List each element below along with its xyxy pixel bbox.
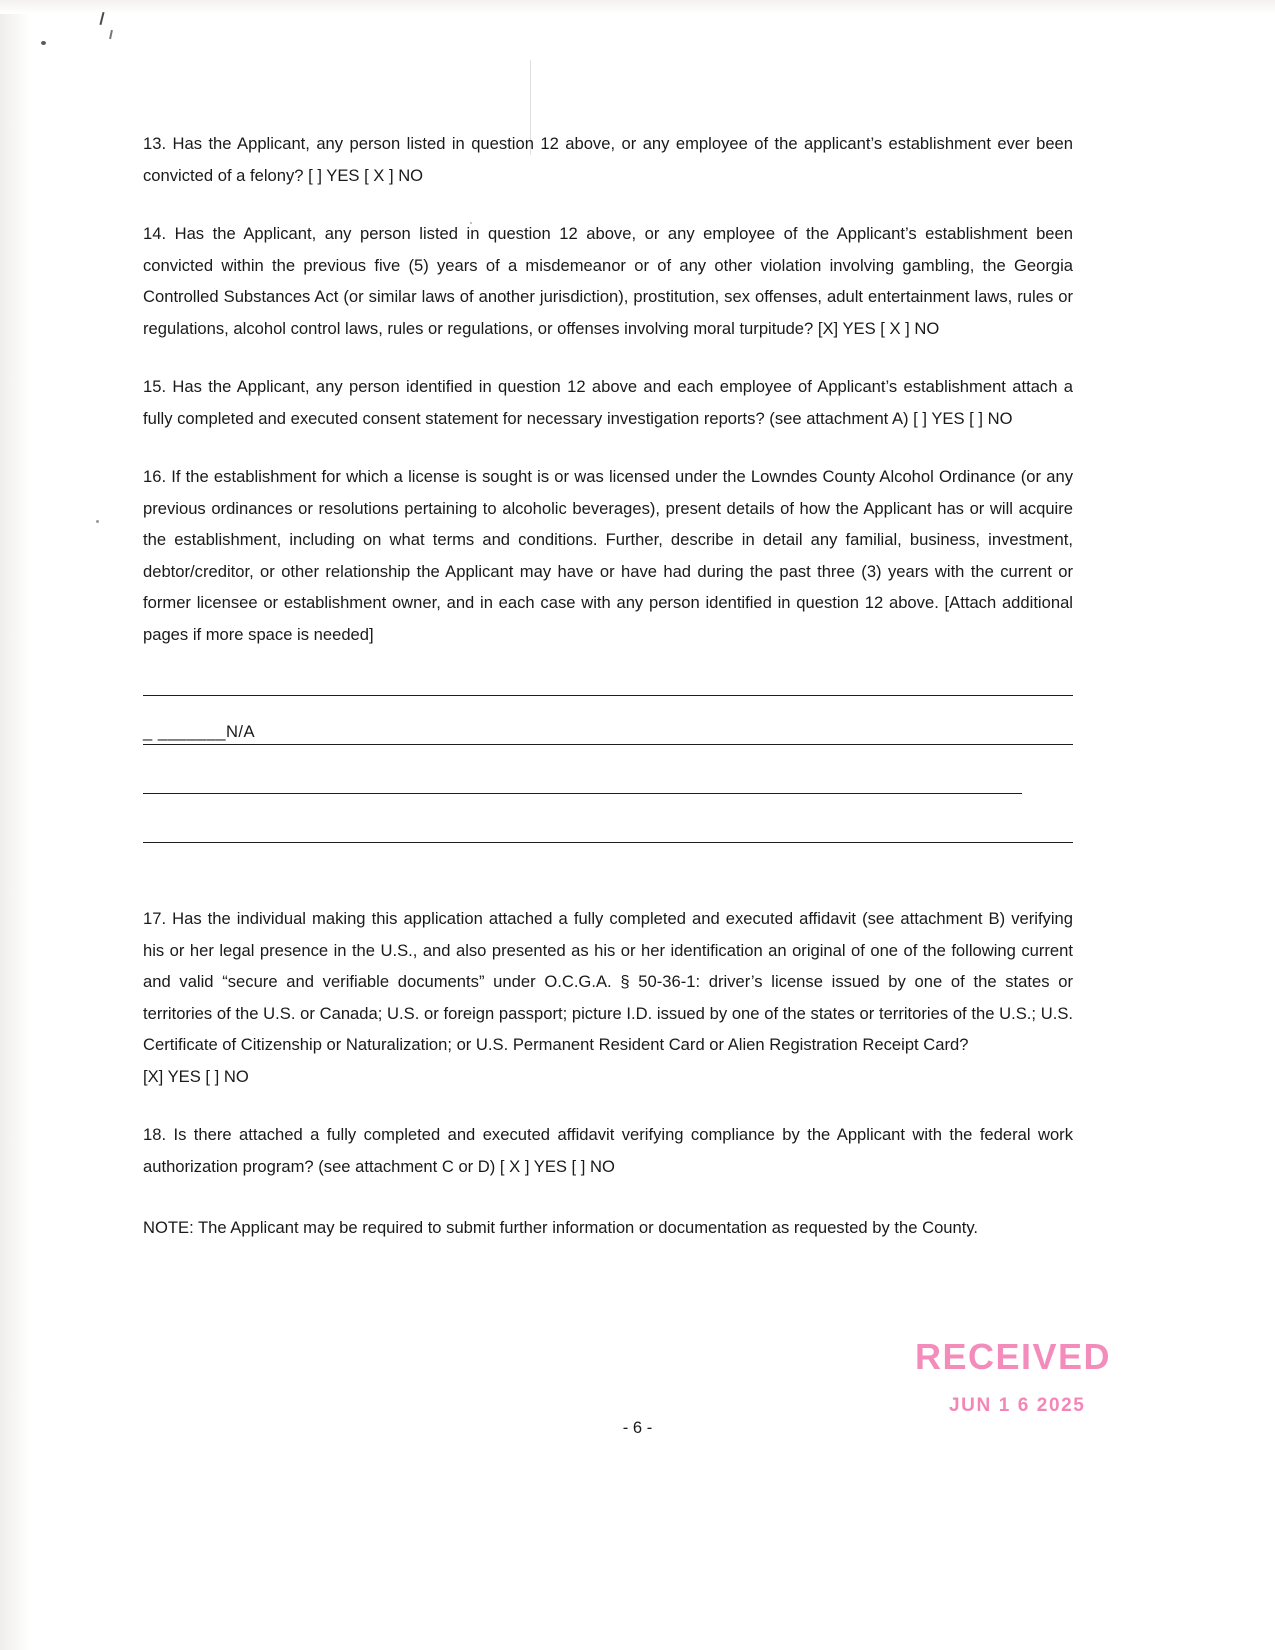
note-text: NOTE: The Applicant may be required to submit further information or documentation as requested by the County. — [143, 1218, 979, 1237]
answer-line-1[interactable] — [143, 695, 1073, 696]
received-stamp-label: RECEIVED — [915, 1336, 1112, 1377]
answer-line-4[interactable] — [143, 842, 1073, 843]
answer-write-in-area[interactable] — [143, 695, 1073, 843]
scan-edge-top — [0, 0, 1275, 14]
answer-line-2[interactable] — [143, 722, 1073, 745]
question-13: 13. Has the Applicant, any person listed in question 12 above, or any employee of the applicant’s establishment ever been convicted of a felony? [ ] YES [ X ] NO — [143, 134, 1073, 185]
answer-line-3[interactable] — [143, 793, 1022, 794]
question-17-block — [143, 903, 1073, 1092]
scan-artifact-speck — [41, 41, 46, 45]
question-16: 16. If the establishment for which a license is sought is or was licensed under the Lowndes County Alcohol Ordinance (or any previous ordinances or resolutions pertaining to alcoholic beverages), present details of how the Applicant has or will acquire the establishment, including on what terms and conditions. Further, describe in detail any familial, business, investment, debtor/creditor, or other relationship the Applicant may have or have had during the past three (3) years with the current or former licensee or establishment owner, and in each case with any person identified in question 12 above. [Attach additional pages if more space is needed] — [143, 467, 1073, 644]
question-17: 17. Has the individual making this application attached a fully completed and executed affidavit (see attachment B) verifying his or her legal presence in the U.S., and also presented as his or her identification an original of one of the following current and valid “secure and verifiable documents” under O.C.G.A. § 50-36-1: driver’s license issued by one of the states or territories of the U.S. or Canada; U.S. or foreign passport; picture I.D. issued by one of the states or territories of the U.S.; U.S. Certificate of Citizenship or Naturalization; or U.S. Permanent Resident Card or Alien Registration Receipt Card? — [143, 909, 1073, 1054]
question-14: 14. Has the Applicant, any person listed in question 12 above, or any employee of the Applicant’s establishment been convicted within the previous five (5) years of a misdemeanor or of any other violation involving gambling, the Georgia Controlled Substances Act (or similar laws of another jurisdiction), prostitution, sex offenses, adult entertainment laws, rules or regulations, alcohol control laws, rules or regulations, or offenses involving moral turpitude? [X] YES [ X ] NO — [143, 224, 1073, 338]
question-15: 15. Has the Applicant, any person identified in question 12 above and each employee of Applicant’s establishment attach a fully completed and executed consent statement for necessary investigation reports? (see attachment A) [ ] YES [ ] NO — [143, 377, 1073, 428]
scan-artifact-speck — [96, 520, 99, 523]
scan-edge-left — [0, 0, 30, 1650]
question-17-answer[interactable]: [X] YES [ ] NO — [143, 1066, 249, 1086]
document-body — [143, 128, 1073, 1260]
answer-line-2-value: _ _______N/A — [143, 722, 256, 741]
received-stamp-date: JUN 1 6 2025 — [949, 1395, 1086, 1416]
received-stamp — [915, 1337, 1111, 1417]
scan-artifact-speck — [109, 30, 113, 39]
question-18: 18. Is there attached a fully completed and executed affidavit verifying compliance by the Applicant with the federal work authorization program? (see attachment C or D) [ X ] YES [ ] NO — [143, 1125, 1073, 1176]
page-number: - 6 - — [622, 1418, 653, 1437]
